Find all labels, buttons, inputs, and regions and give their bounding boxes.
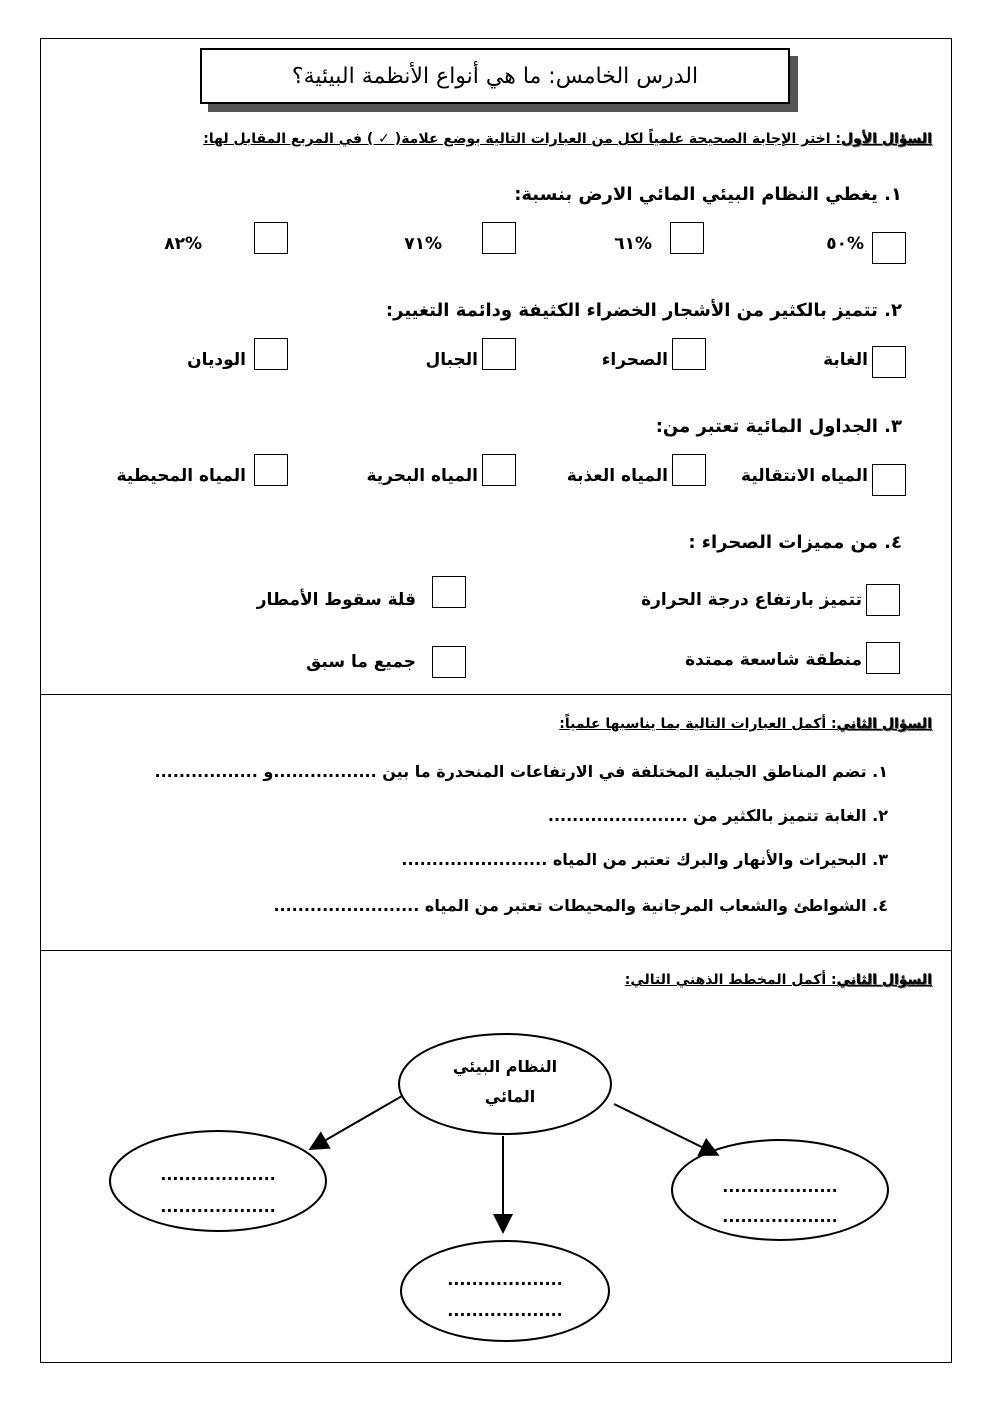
option-label: %٨٢ [164, 234, 202, 254]
option-label: المياه المحيطية [116, 466, 246, 486]
q1-item-1: ١. يغطي النظام البيئي المائي الارض بنسبة: [514, 184, 902, 205]
fill-in-item[interactable]: ١. تضم المناطق الجبلية المختلفة في الارتفاعات المنحدرة ما بين .................و ................. [154, 762, 888, 781]
option-label: %٥٠ [826, 234, 864, 254]
fill-in-item[interactable]: ٢. الغابة تتميز بالكثير من ....................... [547, 806, 888, 825]
left-node-blank[interactable]: ................... [160, 1165, 276, 1184]
option-label: الصحراء [601, 350, 668, 370]
q2-label: السؤال الثاني [836, 716, 932, 732]
q3-instruction: : أكمل المخطط الذهني التالي: [624, 972, 837, 988]
option-label: الغابة [823, 350, 868, 370]
arrow-left [312, 1096, 402, 1148]
option-label: منطقة شاسعة ممتدة [685, 650, 862, 670]
option-label: تتميز بارتفاع درجة الحرارة [641, 590, 862, 610]
q1-instruction: : اختر الإجابة الصحيحة علمياً لكل من العبارات التالية بوضع علامة( ✓ ) في المربع المقابل لها: [203, 131, 842, 147]
q3-label: السؤال الثاني [836, 972, 932, 988]
bottom-node[interactable] [401, 1241, 609, 1341]
option-label: الجبال [425, 350, 478, 370]
option-label: المياه البحرية [366, 466, 478, 486]
q1-item-2: ٢. تتميز بالكثير من الأشجار الخضراء الكثيفة ودائمة التغيير: [385, 300, 902, 321]
center-node-line2: المائي [484, 1087, 536, 1106]
page-title: الدرس الخامس: ما هي أنواع الأنظمة البيئية؟ [200, 48, 790, 104]
center-node [399, 1034, 611, 1134]
arrow-right [614, 1104, 716, 1154]
fill-in-item[interactable]: ٤. الشواطئ والشعاب المرجانية والمحيطات تعتبر من المياه ........................ [273, 896, 888, 915]
option-label: الوديان [187, 350, 246, 370]
option-label: جميع ما سبق [306, 652, 416, 672]
q1-item-3: ٣. الجداول المائية تعتبر من: [655, 416, 902, 437]
bottom-node-blank[interactable]: ................... [447, 1270, 563, 1289]
option-label: %٧١ [404, 234, 442, 254]
option-label: قلة سقوط الأمطار [256, 590, 416, 610]
fill-in-item[interactable]: ٣. البحيرات والأنهار والبرك تعتبر من المياه ........................ [401, 850, 888, 869]
center-node-line1: النظام البيئي [452, 1057, 558, 1076]
option-label: المياه العذبة [566, 466, 668, 486]
left-node-blank[interactable]: ................... [160, 1197, 276, 1216]
q1-item-4: ٤. من مميزات الصحراء : [688, 532, 902, 553]
option-label: %٦١ [614, 234, 652, 254]
bottom-node-blank[interactable]: ................... [447, 1301, 563, 1320]
right-node-blank[interactable]: ................... [722, 1207, 838, 1226]
q2-instruction: : أكمل العبارات التالية بما يناسبها علمياً: [559, 716, 837, 732]
q1-label: السؤال الأول [841, 131, 932, 147]
option-label: المياه الانتقالية [741, 466, 868, 486]
right-node-blank[interactable]: ................... [722, 1177, 838, 1196]
